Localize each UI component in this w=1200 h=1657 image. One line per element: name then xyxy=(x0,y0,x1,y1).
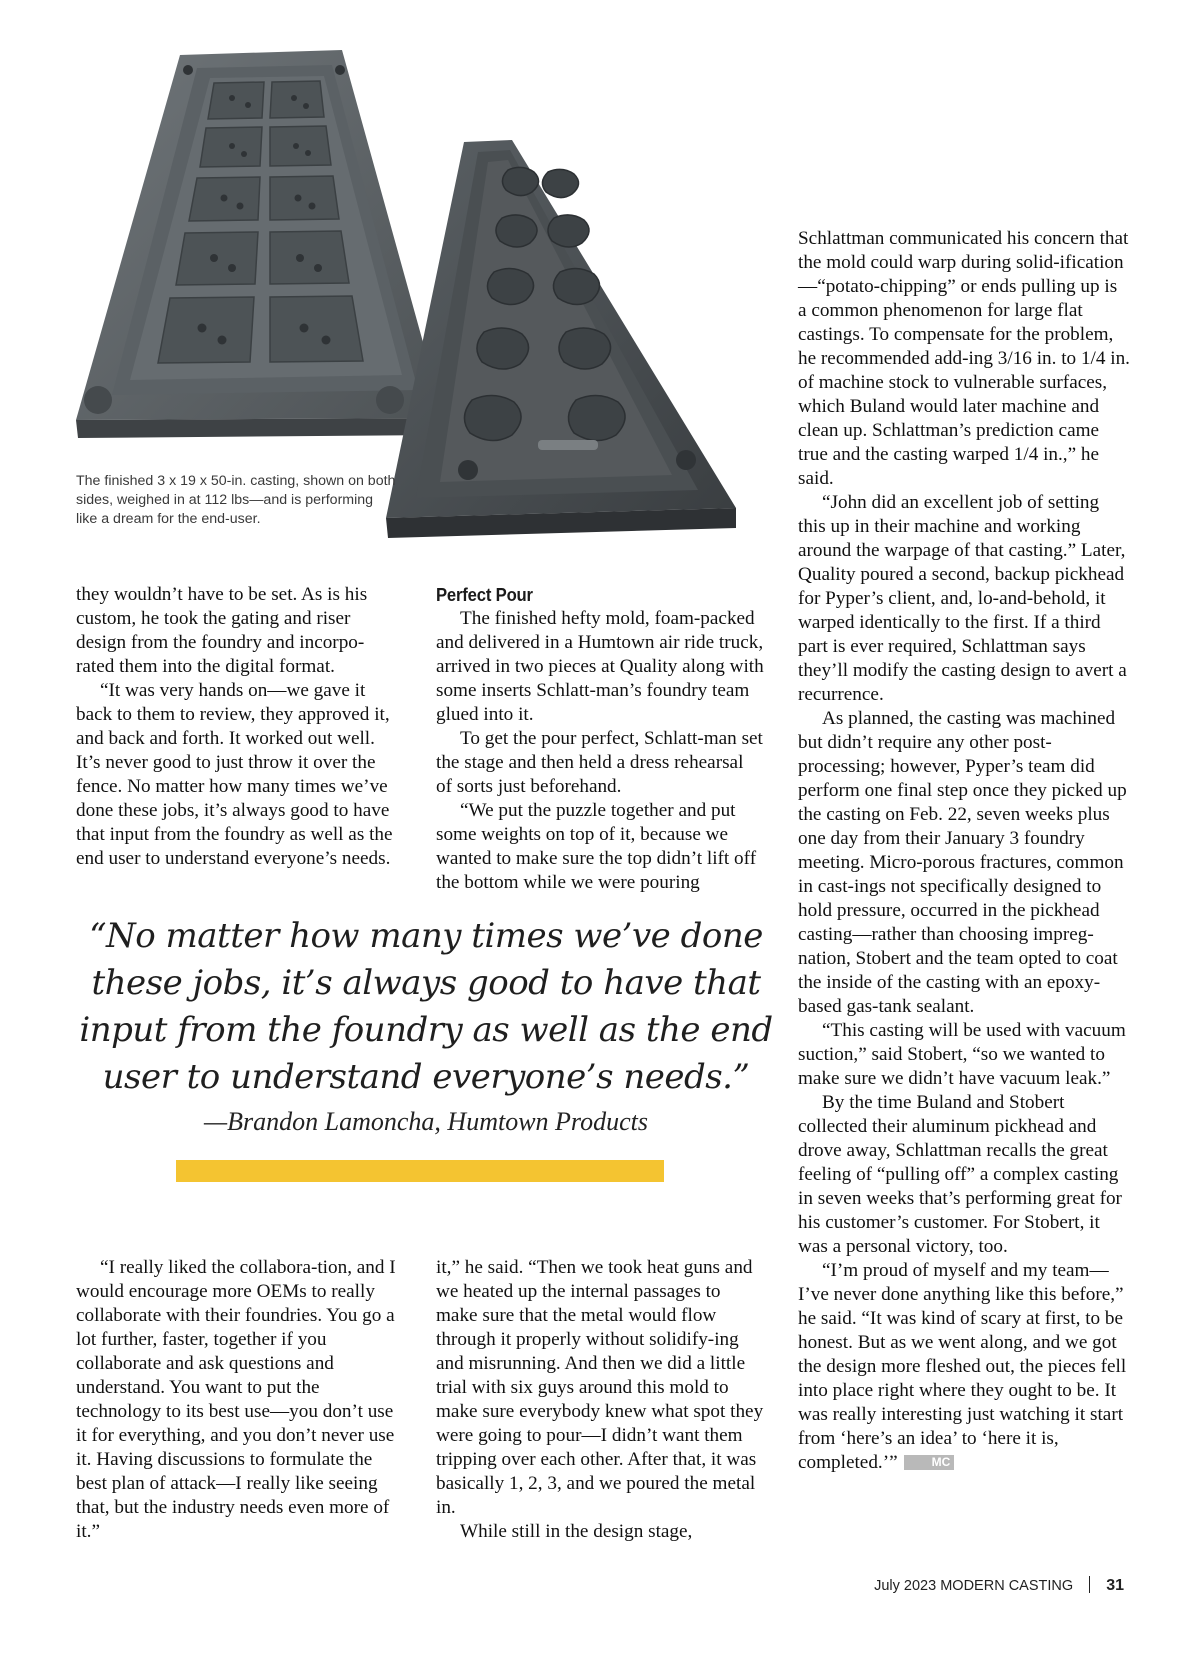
column-3 xyxy=(798,227,1130,1475)
paragraph: By the time Buland and Stobert collected their aluminum pickhead and drove away, Schlattman recalls the great feeling of “pulling off” a complex casting in seven weeks that’s performing great for his customer’s customer. For Stobert, it was a personal victory, too. xyxy=(798,1092,1122,1257)
paragraph: “This casting will be used with vacuum suction,” said Stobert, “so we wanted to make sure we didn’t have vacuum leak.” xyxy=(798,1020,1126,1089)
pull-quote-attribution: —Brandon Lamoncha, Humtown Products xyxy=(204,1107,648,1136)
paragraph-final xyxy=(798,1259,1130,1475)
paragraph: As planned, the casting was machined but didn’t require any other post-processing; however, Pyper’s team did perform one final step once they picked up the casting on Feb. 22, seven weeks plus one day from their January 3 foundry meeting. Micro-porous fractures, common in cast-ings not specifically designed to hold pressure, occurred in the pickhead casting—rather than choosing impreg-nation, Stobert and the team opted to coat the inside of the casting with an epoxy-based gas-tank sealant. xyxy=(798,708,1127,1017)
paragraph: “John did an excellent job of setting this up in their machine and working around the warpage of that casting.” Later, Quality poured a second, backup pickhead for Pyper’s client, and, lo-and-behold, it warped identically to the first. If a third part is ever required, Schlattman says they’ll modify the casting design to avert a recurrence. xyxy=(798,492,1127,705)
column-1-bottom xyxy=(76,1256,398,1544)
column-1-top xyxy=(76,583,398,871)
paragraph: “It was very hands on—we gave it back to them to review, they approved it, and back and forth. It worked out well. It’s never good to just throw it over the fence. No matter how many times we’ve done these jobs, it’s always good to have that input from the foundry as well as the end user to understand everyone’s needs. xyxy=(76,680,393,869)
footer-divider xyxy=(1089,1576,1090,1593)
paragraph-text: “I’m proud of myself and my team—I’ve never done anything like this before,” he said. “It was kind of scary at first, to be honest. But as we went along, and we got the design more fleshed out, the pieces fell into place right where they ought to be. It was really interesting just watching it start from ‘here’s an idea’ to ‘here it is, completed.’” xyxy=(798,1260,1127,1473)
issue-date: July 2023 xyxy=(874,1578,937,1594)
section-heading: Perfect Pour xyxy=(436,584,533,605)
photo-caption: The finished 3 x 19 x 50-in. casting, shown on both sides, weighed in at 112 lbs—and is performing like a dream for the end-user. xyxy=(76,473,396,527)
paragraph: they wouldn’t have to be set. As is his custom, he took the gating and riser design from the foundry and incorpo-rated them into the digital format. xyxy=(76,584,368,677)
paragraph: Schlattman communicated his concern that the mold could warp during solid-ification—“potato-chipping” or ends pulling up is a common phenomenon for large flat castings. To compensate for the problem, he recommended add-ing 3/16 in. to 1/4 in. of machine stock to vulnerable surfaces, which Buland would later machine and clean up. Schlattman’s prediction came true and the casting warped 1/4 in.,” he said. xyxy=(798,228,1130,489)
paragraph: “We put the puzzle together and put some weights on top of it, because we wanted to make sure the top didn’t lift off the bottom while we were pouring xyxy=(436,800,757,893)
magazine-name: MODERN CASTING xyxy=(940,1578,1074,1594)
paragraph: The finished hefty mold, foam-packed and delivered in a Humtown air ride truck, arrived in two pieces at Quality along with some inserts Schlatt-man’s foundry team glued into it. xyxy=(436,608,764,725)
paragraph: “I really liked the collabora-tion, and I would encourage more OEMs to really collaborate with their foundries. You go a lot further, faster, together if you collaborate and ask questions and understand. You want to put the technology to its best use—you don’t use it for everything, and you don’t never use it. Having discussions to formulate the best plan of attack—I really like seeing that, but the industry needs even more of it.” xyxy=(76,1257,396,1542)
page-footer xyxy=(874,1576,1124,1595)
end-mark-badge: MC xyxy=(904,1455,955,1470)
pull-quote: “No matter how many times we’ve done these jobs, it’s always good to have that input from the foundry as well as the end user to understand everyone’s needs.” xyxy=(79,916,773,1097)
paragraph: it,” he said. “Then we took heat guns and we heated up the internal passages to make sure that the metal would flow through it properly without solidify-ing and misrunning. And then we did a little trial with six guys around this mold to make sure everybody knew what spot they were going to pour—I didn’t want them tripping over each other. After that, it was basically 1, 2, 3, and we poured the metal in. xyxy=(436,1257,764,1518)
accent-bar xyxy=(176,1160,664,1182)
column-2-bottom xyxy=(436,1256,764,1544)
paragraph: To get the pour perfect, Schlatt-man set the stage and then held a dress rehearsal of sorts just beforehand. xyxy=(436,728,763,797)
column-2-top xyxy=(436,583,764,895)
paragraph: While still in the design stage, xyxy=(460,1521,693,1542)
page-number: 31 xyxy=(1106,1577,1124,1594)
